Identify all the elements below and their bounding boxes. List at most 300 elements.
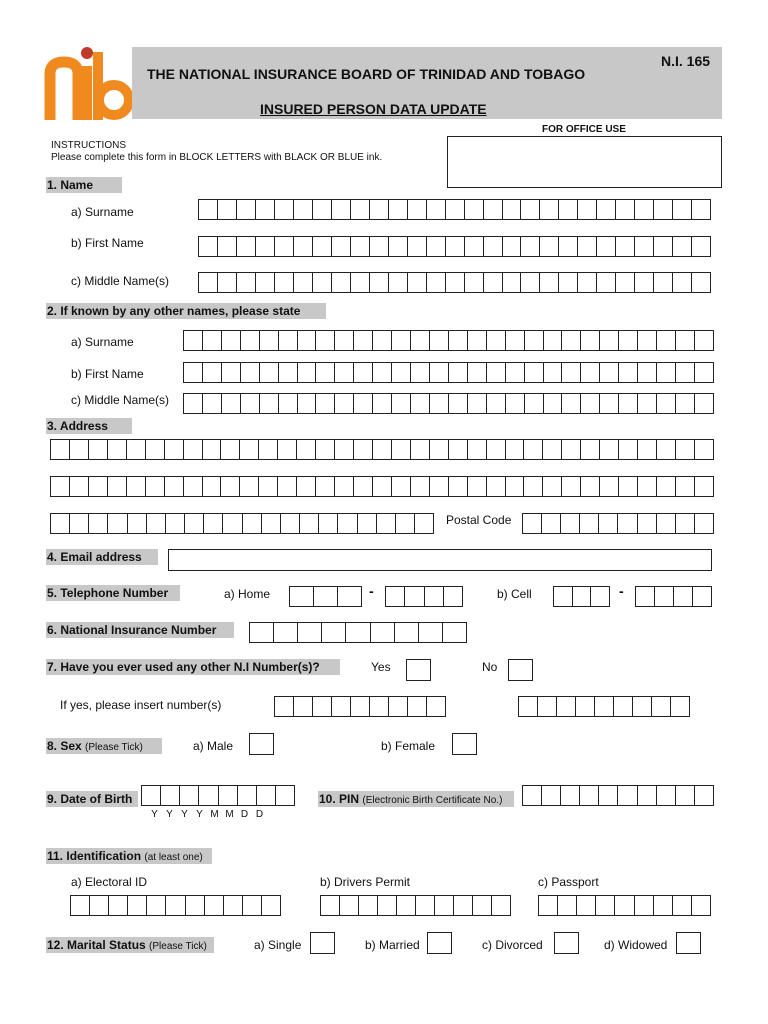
char-cell[interactable] bbox=[71, 895, 90, 916]
char-cell[interactable] bbox=[51, 439, 70, 460]
char-cell[interactable] bbox=[619, 439, 638, 460]
char-cell[interactable] bbox=[262, 895, 281, 916]
char-cell[interactable] bbox=[581, 476, 600, 497]
char-cell[interactable] bbox=[313, 199, 332, 220]
char-cell[interactable] bbox=[695, 785, 714, 806]
char-cell[interactable] bbox=[581, 439, 600, 460]
address-line-2-input[interactable] bbox=[50, 476, 714, 497]
other-ni-number-1-input[interactable] bbox=[274, 696, 446, 717]
char-cell[interactable] bbox=[223, 513, 242, 534]
char-cell[interactable] bbox=[506, 362, 525, 383]
char-cell[interactable] bbox=[503, 199, 522, 220]
char-cell[interactable] bbox=[554, 586, 573, 607]
char-cell[interactable] bbox=[539, 895, 558, 916]
char-cell[interactable] bbox=[676, 476, 695, 497]
char-cell[interactable] bbox=[446, 272, 465, 293]
char-cell[interactable] bbox=[199, 785, 218, 806]
char-cell[interactable] bbox=[389, 272, 408, 293]
char-cell[interactable] bbox=[600, 362, 619, 383]
char-cell[interactable] bbox=[562, 476, 581, 497]
char-cell[interactable] bbox=[316, 476, 335, 497]
char-cell[interactable] bbox=[335, 362, 354, 383]
char-cell[interactable] bbox=[652, 696, 671, 717]
char-cell[interactable] bbox=[597, 272, 616, 293]
char-cell[interactable] bbox=[241, 393, 260, 414]
char-cell[interactable] bbox=[373, 439, 392, 460]
char-cell[interactable] bbox=[354, 439, 373, 460]
char-cell[interactable] bbox=[373, 476, 392, 497]
char-cell[interactable] bbox=[473, 895, 492, 916]
char-cell[interactable] bbox=[521, 236, 540, 257]
char-cell[interactable] bbox=[503, 236, 522, 257]
char-cell[interactable] bbox=[506, 393, 525, 414]
char-cell[interactable] bbox=[619, 330, 638, 351]
char-cell[interactable] bbox=[373, 362, 392, 383]
passport-input[interactable] bbox=[538, 895, 711, 916]
pin-input[interactable] bbox=[522, 785, 714, 806]
char-cell[interactable] bbox=[389, 236, 408, 257]
married-checkbox[interactable] bbox=[427, 932, 452, 954]
char-cell[interactable] bbox=[695, 476, 714, 497]
char-cell[interactable] bbox=[321, 895, 340, 916]
char-cell[interactable] bbox=[146, 439, 165, 460]
char-cell[interactable] bbox=[260, 362, 279, 383]
char-cell[interactable] bbox=[219, 785, 238, 806]
char-cell[interactable] bbox=[373, 393, 392, 414]
email-input[interactable] bbox=[168, 549, 712, 571]
char-cell[interactable] bbox=[377, 513, 396, 534]
char-cell[interactable] bbox=[635, 236, 654, 257]
char-cell[interactable] bbox=[597, 236, 616, 257]
char-cell[interactable] bbox=[338, 513, 357, 534]
char-cell[interactable] bbox=[578, 199, 597, 220]
char-cell[interactable] bbox=[543, 476, 562, 497]
char-cell[interactable] bbox=[127, 439, 146, 460]
surname-input[interactable] bbox=[198, 199, 711, 220]
char-cell[interactable] bbox=[411, 393, 430, 414]
char-cell[interactable] bbox=[559, 236, 578, 257]
char-cell[interactable] bbox=[359, 895, 378, 916]
electoral-id-input[interactable] bbox=[70, 895, 281, 916]
char-cell[interactable] bbox=[370, 236, 389, 257]
char-cell[interactable] bbox=[657, 476, 676, 497]
char-cell[interactable] bbox=[411, 439, 430, 460]
other-surname-input[interactable] bbox=[183, 330, 714, 351]
char-cell[interactable] bbox=[351, 199, 370, 220]
char-cell[interactable] bbox=[657, 439, 676, 460]
char-cell[interactable] bbox=[655, 586, 674, 607]
char-cell[interactable] bbox=[290, 586, 314, 607]
char-cell[interactable] bbox=[260, 393, 279, 414]
char-cell[interactable] bbox=[370, 696, 389, 717]
char-cell[interactable] bbox=[600, 393, 619, 414]
char-cell[interactable] bbox=[654, 199, 673, 220]
char-cell[interactable] bbox=[199, 272, 218, 293]
char-cell[interactable] bbox=[600, 439, 619, 460]
char-cell[interactable] bbox=[241, 362, 260, 383]
char-cell[interactable] bbox=[257, 785, 276, 806]
char-cell[interactable] bbox=[487, 362, 506, 383]
char-cell[interactable] bbox=[221, 476, 240, 497]
char-cell[interactable] bbox=[638, 330, 657, 351]
char-cell[interactable] bbox=[540, 272, 559, 293]
char-cell[interactable] bbox=[638, 439, 657, 460]
divorced-checkbox[interactable] bbox=[554, 932, 579, 954]
char-cell[interactable] bbox=[241, 330, 260, 351]
char-cell[interactable] bbox=[506, 476, 525, 497]
char-cell[interactable] bbox=[654, 236, 673, 257]
char-cell[interactable] bbox=[524, 439, 543, 460]
char-cell[interactable] bbox=[427, 696, 446, 717]
char-cell[interactable] bbox=[693, 586, 712, 607]
char-cell[interactable] bbox=[316, 362, 335, 383]
char-cell[interactable] bbox=[240, 439, 259, 460]
char-cell[interactable] bbox=[544, 362, 563, 383]
char-cell[interactable] bbox=[259, 476, 278, 497]
char-cell[interactable] bbox=[616, 236, 635, 257]
char-cell[interactable] bbox=[166, 895, 185, 916]
char-cell[interactable] bbox=[559, 272, 578, 293]
char-cell[interactable] bbox=[468, 393, 487, 414]
char-cell[interactable] bbox=[294, 199, 313, 220]
char-cell[interactable] bbox=[335, 476, 354, 497]
char-cell[interactable] bbox=[468, 439, 487, 460]
char-cell[interactable] bbox=[218, 272, 237, 293]
home-phone-number-input[interactable] bbox=[385, 586, 463, 607]
char-cell[interactable] bbox=[184, 393, 203, 414]
char-cell[interactable] bbox=[222, 330, 241, 351]
char-cell[interactable] bbox=[562, 439, 581, 460]
char-cell[interactable] bbox=[581, 330, 600, 351]
char-cell[interactable] bbox=[676, 785, 695, 806]
char-cell[interactable] bbox=[316, 330, 335, 351]
char-cell[interactable] bbox=[256, 236, 275, 257]
char-cell[interactable] bbox=[346, 622, 370, 643]
char-cell[interactable] bbox=[203, 439, 222, 460]
char-cell[interactable] bbox=[576, 696, 595, 717]
char-cell[interactable] bbox=[408, 696, 427, 717]
char-cell[interactable] bbox=[430, 476, 449, 497]
char-cell[interactable] bbox=[392, 330, 411, 351]
char-cell[interactable] bbox=[692, 895, 711, 916]
char-cell[interactable] bbox=[203, 330, 222, 351]
char-cell[interactable] bbox=[298, 330, 317, 351]
char-cell[interactable] bbox=[313, 236, 332, 257]
char-cell[interactable] bbox=[392, 393, 411, 414]
char-cell[interactable] bbox=[543, 439, 562, 460]
char-cell[interactable] bbox=[279, 393, 298, 414]
char-cell[interactable] bbox=[674, 586, 693, 607]
char-cell[interactable] bbox=[237, 272, 256, 293]
char-cell[interactable] bbox=[657, 393, 676, 414]
char-cell[interactable] bbox=[275, 236, 294, 257]
char-cell[interactable] bbox=[580, 513, 599, 534]
char-cell[interactable] bbox=[392, 476, 411, 497]
char-cell[interactable] bbox=[578, 272, 597, 293]
char-cell[interactable] bbox=[411, 476, 430, 497]
char-cell[interactable] bbox=[184, 439, 203, 460]
char-cell[interactable] bbox=[657, 513, 676, 534]
char-cell[interactable] bbox=[274, 622, 298, 643]
char-cell[interactable] bbox=[411, 330, 430, 351]
char-cell[interactable] bbox=[638, 362, 657, 383]
char-cell[interactable] bbox=[405, 586, 424, 607]
char-cell[interactable] bbox=[676, 439, 695, 460]
char-cell[interactable] bbox=[430, 439, 449, 460]
char-cell[interactable] bbox=[294, 272, 313, 293]
char-cell[interactable] bbox=[695, 439, 714, 460]
char-cell[interactable] bbox=[673, 272, 692, 293]
char-cell[interactable] bbox=[673, 895, 692, 916]
char-cell[interactable] bbox=[147, 513, 166, 534]
char-cell[interactable] bbox=[260, 330, 279, 351]
char-cell[interactable] bbox=[224, 895, 243, 916]
char-cell[interactable] bbox=[636, 586, 655, 607]
other-ni-number-2-input[interactable] bbox=[518, 696, 690, 717]
char-cell[interactable] bbox=[562, 330, 581, 351]
char-cell[interactable] bbox=[676, 330, 695, 351]
char-cell[interactable] bbox=[618, 785, 637, 806]
char-cell[interactable] bbox=[184, 476, 203, 497]
char-cell[interactable] bbox=[371, 622, 395, 643]
char-cell[interactable] bbox=[581, 362, 600, 383]
char-cell[interactable] bbox=[525, 330, 544, 351]
char-cell[interactable] bbox=[109, 895, 128, 916]
char-cell[interactable] bbox=[351, 272, 370, 293]
ni-number-input[interactable] bbox=[249, 622, 467, 643]
char-cell[interactable] bbox=[519, 696, 538, 717]
char-cell[interactable] bbox=[657, 362, 676, 383]
char-cell[interactable] bbox=[561, 513, 580, 534]
char-cell[interactable] bbox=[599, 785, 618, 806]
char-cell[interactable] bbox=[180, 785, 199, 806]
char-cell[interactable] bbox=[523, 785, 542, 806]
char-cell[interactable] bbox=[487, 393, 506, 414]
char-cell[interactable] bbox=[446, 236, 465, 257]
char-cell[interactable] bbox=[237, 236, 256, 257]
char-cell[interactable] bbox=[638, 476, 657, 497]
char-cell[interactable] bbox=[544, 393, 563, 414]
female-checkbox[interactable] bbox=[452, 733, 477, 755]
home-phone-prefix-input[interactable] bbox=[289, 586, 362, 607]
char-cell[interactable] bbox=[298, 622, 322, 643]
char-cell[interactable] bbox=[487, 330, 506, 351]
char-cell[interactable] bbox=[313, 272, 332, 293]
char-cell[interactable] bbox=[427, 272, 446, 293]
char-cell[interactable] bbox=[89, 439, 108, 460]
char-cell[interactable] bbox=[316, 439, 335, 460]
char-cell[interactable] bbox=[203, 393, 222, 414]
char-cell[interactable] bbox=[430, 393, 449, 414]
char-cell[interactable] bbox=[591, 586, 610, 607]
char-cell[interactable] bbox=[218, 199, 237, 220]
char-cell[interactable] bbox=[204, 513, 223, 534]
char-cell[interactable] bbox=[351, 696, 370, 717]
char-cell[interactable] bbox=[692, 272, 711, 293]
char-cell[interactable] bbox=[243, 895, 262, 916]
char-cell[interactable] bbox=[294, 696, 313, 717]
char-cell[interactable] bbox=[279, 330, 298, 351]
char-cell[interactable] bbox=[142, 785, 161, 806]
char-cell[interactable] bbox=[373, 330, 392, 351]
char-cell[interactable] bbox=[487, 439, 506, 460]
char-cell[interactable] bbox=[692, 199, 711, 220]
char-cell[interactable] bbox=[354, 393, 373, 414]
char-cell[interactable] bbox=[108, 439, 127, 460]
char-cell[interactable] bbox=[161, 785, 180, 806]
char-cell[interactable] bbox=[316, 393, 335, 414]
widowed-checkbox[interactable] bbox=[676, 932, 701, 954]
char-cell[interactable] bbox=[386, 586, 405, 607]
char-cell[interactable] bbox=[256, 199, 275, 220]
middle-names-input[interactable] bbox=[198, 272, 711, 293]
no-checkbox[interactable] bbox=[508, 659, 533, 681]
char-cell[interactable] bbox=[378, 895, 397, 916]
char-cell[interactable] bbox=[221, 439, 240, 460]
char-cell[interactable] bbox=[468, 330, 487, 351]
char-cell[interactable] bbox=[238, 785, 257, 806]
char-cell[interactable] bbox=[465, 272, 484, 293]
single-checkbox[interactable] bbox=[310, 932, 335, 954]
char-cell[interactable] bbox=[676, 393, 695, 414]
char-cell[interactable] bbox=[243, 513, 262, 534]
other-first-name-input[interactable] bbox=[183, 362, 714, 383]
char-cell[interactable] bbox=[338, 586, 362, 607]
address-line-1-input[interactable] bbox=[50, 439, 714, 460]
char-cell[interactable] bbox=[523, 513, 542, 534]
char-cell[interactable] bbox=[147, 895, 166, 916]
char-cell[interactable] bbox=[465, 236, 484, 257]
char-cell[interactable] bbox=[692, 236, 711, 257]
char-cell[interactable] bbox=[185, 513, 204, 534]
char-cell[interactable] bbox=[70, 513, 89, 534]
other-middle-names-input[interactable] bbox=[183, 393, 714, 414]
char-cell[interactable] bbox=[89, 513, 108, 534]
char-cell[interactable] bbox=[408, 272, 427, 293]
char-cell[interactable] bbox=[542, 785, 561, 806]
char-cell[interactable] bbox=[314, 586, 338, 607]
char-cell[interactable] bbox=[354, 330, 373, 351]
char-cell[interactable] bbox=[468, 476, 487, 497]
char-cell[interactable] bbox=[51, 513, 70, 534]
char-cell[interactable] bbox=[540, 199, 559, 220]
char-cell[interactable] bbox=[354, 476, 373, 497]
char-cell[interactable] bbox=[635, 199, 654, 220]
char-cell[interactable] bbox=[619, 362, 638, 383]
char-cell[interactable] bbox=[392, 439, 411, 460]
char-cell[interactable] bbox=[279, 362, 298, 383]
char-cell[interactable] bbox=[638, 513, 657, 534]
char-cell[interactable] bbox=[335, 330, 354, 351]
char-cell[interactable] bbox=[370, 199, 389, 220]
char-cell[interactable] bbox=[51, 476, 70, 497]
char-cell[interactable] bbox=[521, 272, 540, 293]
char-cell[interactable] bbox=[596, 895, 615, 916]
char-cell[interactable] bbox=[695, 513, 714, 534]
char-cell[interactable] bbox=[186, 895, 205, 916]
char-cell[interactable] bbox=[449, 439, 468, 460]
char-cell[interactable] bbox=[465, 199, 484, 220]
char-cell[interactable] bbox=[184, 330, 203, 351]
char-cell[interactable] bbox=[250, 622, 274, 643]
char-cell[interactable] bbox=[657, 785, 676, 806]
char-cell[interactable] bbox=[278, 439, 297, 460]
char-cell[interactable] bbox=[525, 362, 544, 383]
char-cell[interactable] bbox=[128, 895, 147, 916]
char-cell[interactable] bbox=[577, 895, 596, 916]
char-cell[interactable] bbox=[562, 362, 581, 383]
char-cell[interactable] bbox=[559, 199, 578, 220]
male-checkbox[interactable] bbox=[249, 733, 274, 755]
char-cell[interactable] bbox=[218, 236, 237, 257]
char-cell[interactable] bbox=[557, 696, 576, 717]
char-cell[interactable] bbox=[573, 586, 592, 607]
char-cell[interactable] bbox=[487, 476, 506, 497]
char-cell[interactable] bbox=[444, 586, 463, 607]
char-cell[interactable] bbox=[340, 895, 359, 916]
char-cell[interactable] bbox=[618, 513, 637, 534]
char-cell[interactable] bbox=[635, 272, 654, 293]
char-cell[interactable] bbox=[389, 696, 408, 717]
char-cell[interactable] bbox=[300, 513, 319, 534]
char-cell[interactable] bbox=[492, 895, 511, 916]
char-cell[interactable] bbox=[297, 476, 316, 497]
char-cell[interactable] bbox=[654, 895, 673, 916]
char-cell[interactable] bbox=[416, 895, 435, 916]
char-cell[interactable] bbox=[671, 696, 690, 717]
char-cell[interactable] bbox=[581, 393, 600, 414]
char-cell[interactable] bbox=[558, 895, 577, 916]
char-cell[interactable] bbox=[427, 236, 446, 257]
char-cell[interactable] bbox=[435, 895, 454, 916]
char-cell[interactable] bbox=[595, 696, 614, 717]
char-cell[interactable] bbox=[408, 199, 427, 220]
char-cell[interactable] bbox=[222, 362, 241, 383]
char-cell[interactable] bbox=[128, 513, 147, 534]
char-cell[interactable] bbox=[676, 513, 695, 534]
char-cell[interactable] bbox=[695, 393, 714, 414]
char-cell[interactable] bbox=[484, 199, 503, 220]
char-cell[interactable] bbox=[275, 272, 294, 293]
char-cell[interactable] bbox=[673, 236, 692, 257]
char-cell[interactable] bbox=[70, 476, 89, 497]
char-cell[interactable] bbox=[449, 330, 468, 351]
char-cell[interactable] bbox=[430, 362, 449, 383]
char-cell[interactable] bbox=[430, 330, 449, 351]
char-cell[interactable] bbox=[146, 476, 165, 497]
char-cell[interactable] bbox=[657, 330, 676, 351]
char-cell[interactable] bbox=[468, 362, 487, 383]
char-cell[interactable] bbox=[397, 895, 416, 916]
char-cell[interactable] bbox=[275, 199, 294, 220]
char-cell[interactable] bbox=[166, 513, 185, 534]
char-cell[interactable] bbox=[654, 272, 673, 293]
char-cell[interactable] bbox=[297, 439, 316, 460]
char-cell[interactable] bbox=[619, 476, 638, 497]
char-cell[interactable] bbox=[294, 236, 313, 257]
char-cell[interactable] bbox=[449, 362, 468, 383]
char-cell[interactable] bbox=[427, 199, 446, 220]
char-cell[interactable] bbox=[614, 696, 633, 717]
char-cell[interactable] bbox=[108, 513, 127, 534]
char-cell[interactable] bbox=[600, 476, 619, 497]
date-of-birth-input[interactable] bbox=[141, 785, 295, 806]
char-cell[interactable] bbox=[538, 696, 557, 717]
char-cell[interactable] bbox=[676, 362, 695, 383]
char-cell[interactable] bbox=[335, 439, 354, 460]
char-cell[interactable] bbox=[695, 362, 714, 383]
char-cell[interactable] bbox=[322, 622, 346, 643]
